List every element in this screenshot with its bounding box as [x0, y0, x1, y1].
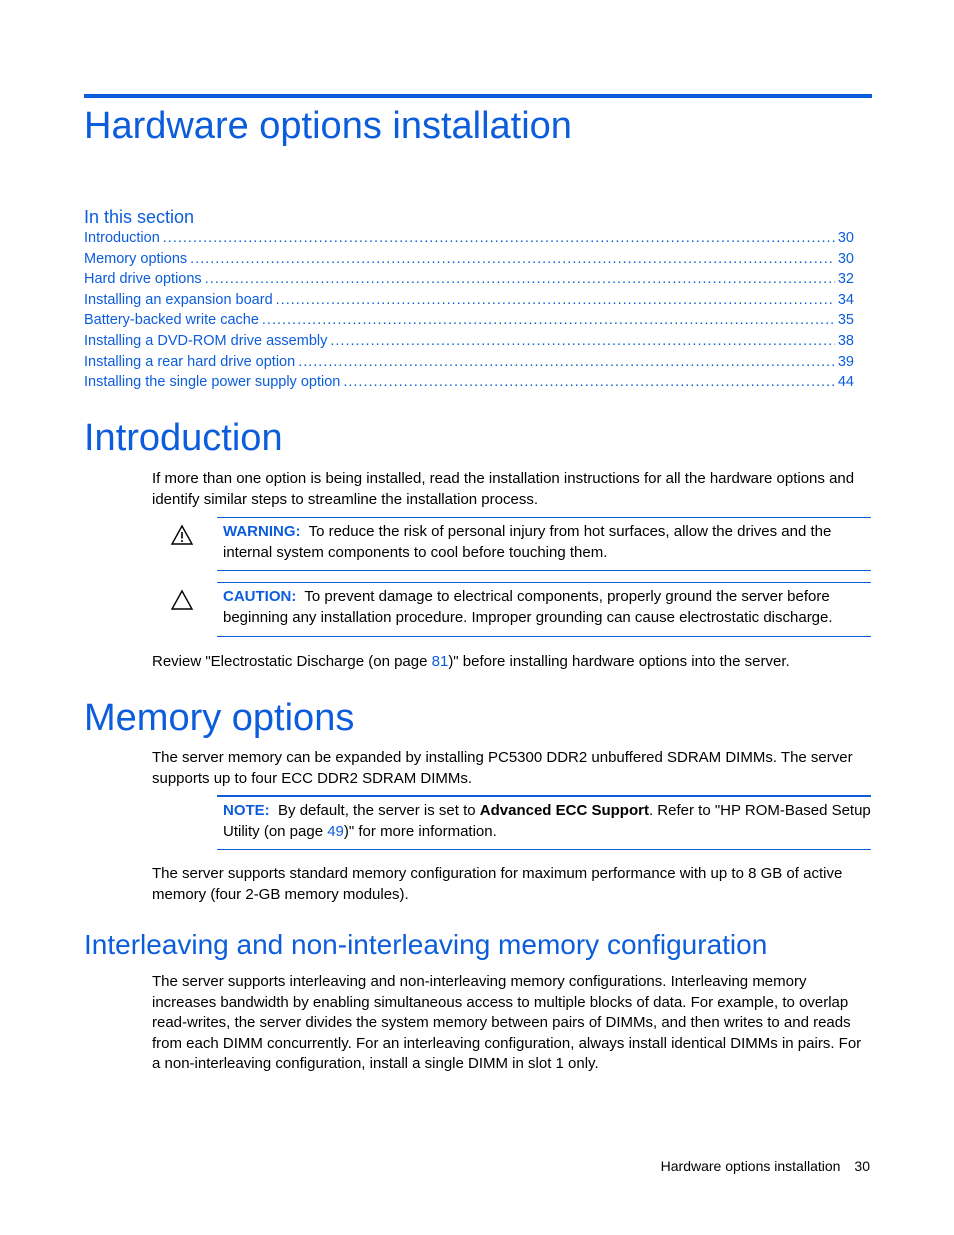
memory-configuration-body: The server supports standard memory configuration for maximum performance with up to 8 GB of active memory (four 2-GB memory modules).: [152, 865, 843, 903]
toc-list: [84, 230, 854, 395]
warning-label: WARNING:: [223, 523, 301, 540]
toc-item-battery-backed-write-cache[interactable]: Battery-backed write cache ..... 35: [84, 312, 854, 333]
caution-notice: [217, 582, 871, 637]
chapter-title: Hardware options installation: [84, 105, 572, 147]
introduction-body: If more than one option is being installed, read the installation instructions for all the hardware options and identify similar steps to streamline the installation process.: [152, 470, 855, 508]
footer-page-number: 30: [854, 1158, 870, 1174]
review-paragraph: Review "Electrostatic Discharge (on page 81)" before installing hardware options into the server.: [152, 653, 790, 670]
caution-text: To prevent damage to electrical components, properly ground the server before beginning any installation procedure. Improper grounding can cause electrostatic discharge.: [223, 588, 833, 626]
rbsu-page-link[interactable]: 49: [327, 822, 344, 840]
toc-item-introduction[interactable]: Introduction ..... 30: [84, 230, 854, 251]
warning-text: To reduce the risk of personal injury from hot surfaces, allow the drives and the internal system components to cool before touching them.: [223, 523, 832, 561]
toc-item-expansion-board[interactable]: Installing an expansion board ..... 34: [84, 292, 854, 313]
toc-item-power-supply[interactable]: Installing the single power supply option ..... 44: [84, 374, 854, 395]
interleaving-heading: Interleaving and non-interleaving memory configuration: [84, 929, 768, 960]
warning-triangle-icon: [170, 524, 194, 546]
page-footer: [661, 1158, 870, 1174]
note-notice: NOTE: By default, the server is set to Advanced ECC Support. Refer to "HP ROM-Based Setup Utility (on page 49)" for more information.: [217, 795, 871, 850]
memory-options-body: The server memory can be expanded by installing PC5300 DDR2 unbuffered SDRAM DIMMs. The server supports up to four ECC DDR2 SDRAM DIMMs.: [152, 749, 853, 787]
caution-triangle-icon: [170, 589, 194, 611]
warning-notice: [217, 517, 871, 571]
toc-item-memory-options[interactable]: Memory options ..... 30: [84, 251, 854, 272]
toc-item-hard-drive-options[interactable]: Hard drive options ..... 32: [84, 271, 854, 292]
toc-heading: In this section: [84, 207, 195, 227]
note-label: NOTE:: [223, 802, 270, 819]
toc-item-dvd-rom[interactable]: Installing a DVD-ROM drive assembly ..... 38: [84, 333, 854, 354]
caution-label: CAUTION:: [223, 588, 297, 605]
footer-title: Hardware options installation: [660, 1158, 841, 1174]
interleaving-body: The server supports interleaving and non-interleaving memory configurations. Interleaving memory increases bandwidth by enabling simultaneous access to multiple blocks of data. For example, to overlap read-writes, the server divides the system memory between pairs of DIMMs, and then writes to and reads from each DIMM concurrently. For an interleaving configuration, always install identical DIMMs in pairs. For a non-interleaving configuration, install a single DIMM in slot 1 only.: [152, 973, 862, 1072]
memory-options-heading: Memory options: [84, 697, 355, 739]
esd-page-link[interactable]: 81: [431, 653, 449, 670]
advanced-ecc-support: Advanced ECC Support: [479, 802, 649, 819]
chapter-top-rule: [84, 94, 872, 98]
introduction-heading: Introduction: [84, 417, 283, 459]
toc-item-rear-hard-drive[interactable]: Installing a rear hard drive option ..... 39: [84, 354, 854, 375]
